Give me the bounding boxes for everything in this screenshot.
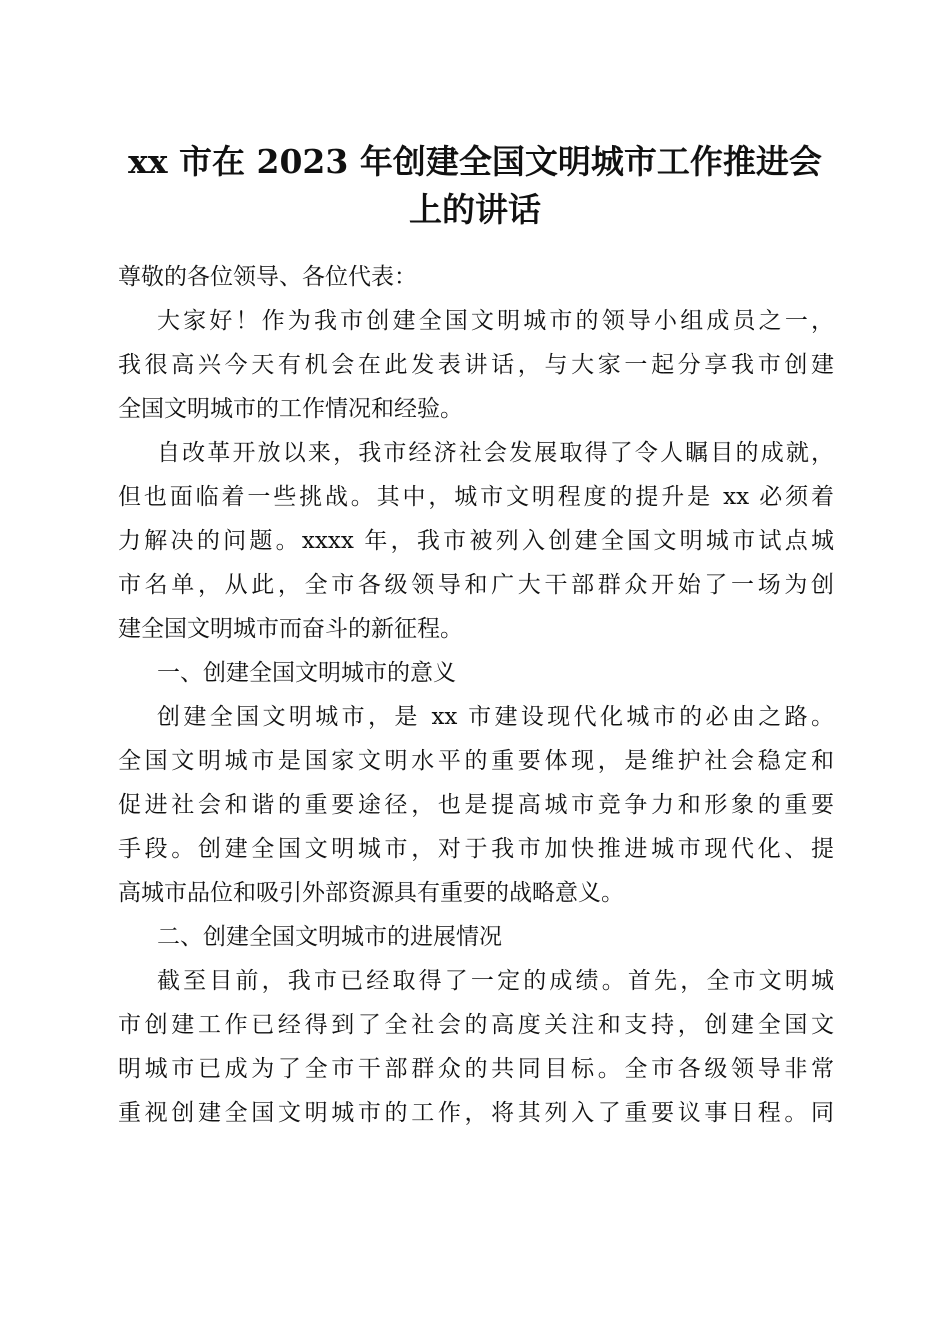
- paragraph-line: 力解决的问题。xxxx 年，我市被列入创建全国文明城市试点城: [118, 528, 834, 554]
- paragraph-line: 全国文明城市的工作情况和经验。: [118, 396, 463, 422]
- paragraph-line: 但也面临着一些挑战。其中，城市文明程度的提升是 xx 必须着: [118, 484, 834, 510]
- document-body: [118, 262, 834, 1142]
- salutation: 尊敬的各位领导、各位代表：: [118, 264, 417, 290]
- paragraph-significance: [118, 702, 834, 922]
- document-title: [100, 138, 850, 234]
- paragraph-line: 促进社会和谐的重要途径，也是提高城市竞争力和形象的重要: [118, 792, 834, 818]
- paragraph-background: [118, 438, 834, 658]
- title-line-2: 上的讲话: [409, 190, 541, 229]
- paragraph-line: 截至目前，我市已经取得了一定的成绩。首先，全市文明城: [157, 968, 834, 994]
- paragraph-progress: [118, 966, 834, 1142]
- paragraph-line: 全国文明城市是国家文明水平的重要体现，是维护社会稳定和: [118, 748, 834, 774]
- paragraph-line: 市名单，从此，全市各级领导和广大干部群众开始了一场为创: [118, 572, 834, 598]
- section-heading-significance: 一、创建全国文明城市的意义: [157, 660, 456, 686]
- paragraph-line: 创建全国文明城市，是 xx 市建设现代化城市的必由之路。: [157, 704, 834, 730]
- paragraph-line: 我很高兴今天有机会在此发表讲话，与大家一起分享我市创建: [118, 352, 834, 378]
- paragraph-line: 重视创建全国文明城市的工作，将其列入了重要议事日程。同: [118, 1100, 834, 1126]
- paragraph-line: 建全国文明城市而奋斗的新征程。: [118, 616, 463, 642]
- paragraph-line: 高城市品位和吸引外部资源具有重要的战略意义。: [118, 880, 624, 906]
- title-line-1: xx 市在 2023 年创建全国文明城市工作推进会: [128, 142, 822, 181]
- paragraph-line: 手段。创建全国文明城市，对于我市加快推进城市现代化、提: [118, 836, 834, 862]
- paragraph-line: 市创建工作已经得到了全社会的高度关注和支持，创建全国文: [118, 1012, 834, 1038]
- paragraph-line: 明城市已成为了全市干部群众的共同目标。全市各级领导非常: [118, 1056, 834, 1082]
- paragraph-line: 自改革开放以来，我市经济社会发展取得了令人瞩目的成就，: [157, 440, 834, 466]
- paragraph-line: 大家好！作为我市创建全国文明城市的领导小组成员之一，: [157, 308, 834, 334]
- section-heading-progress: 二、创建全国文明城市的进展情况: [157, 924, 502, 950]
- paragraph-intro: [118, 306, 834, 438]
